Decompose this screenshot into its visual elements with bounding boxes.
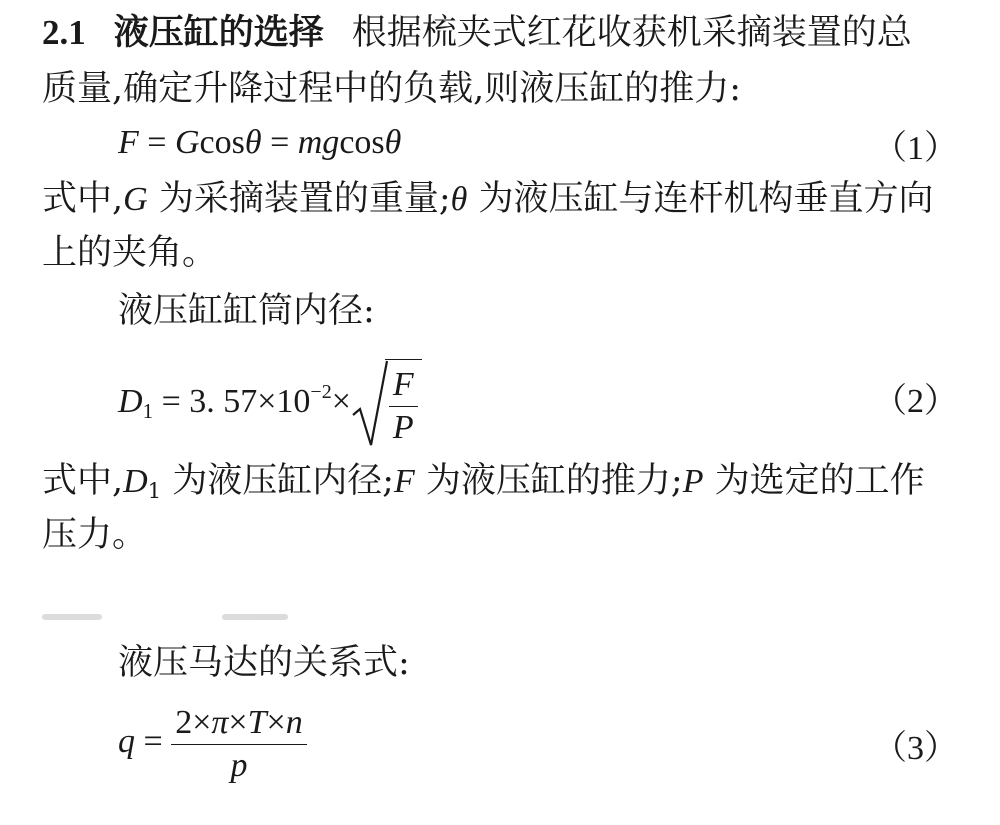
- equation-number-1: （1）: [873, 130, 958, 167]
- equation-number-2: （2）: [873, 383, 958, 420]
- equation-2-note: 式中$,D_1$ 为液压缸内径;F 为液压缸的推力;P 为选定的工作: [42, 461, 925, 503]
- equation-2-note-line2: 压力。: [42, 515, 148, 555]
- eq1-G: G: [174, 124, 200, 161]
- motor-label: 液压马达的关系式:: [118, 643, 410, 683]
- sqrt-radical: [351, 359, 422, 449]
- equation-1-note-line2: 上的夹角。: [42, 233, 218, 273]
- equation-1: F = Gcosθ = mgcosθ: [118, 124, 402, 161]
- eq3-fraction: $\frac{2\times\pi\times T\times n}{p}$: [171, 702, 307, 787]
- sqrt-fraction: $\frac{F}{P}$: [389, 364, 418, 449]
- section-heading-line: [42, 10, 967, 56]
- bore-label: 液压缸缸筒内径:: [118, 291, 375, 331]
- eq1-F: F: [118, 124, 139, 161]
- section-title: 液压缸的选择: [113, 12, 324, 53]
- scan-artifact: [42, 614, 962, 624]
- equation-number-3: （3）: [873, 730, 958, 767]
- eq1-mg: mg: [297, 124, 340, 161]
- paragraph-line: 质量,确定升降过程中的负载,则液压缸的推力:: [42, 69, 742, 109]
- sqrt-sign: [351, 359, 389, 449]
- section-number: 2.1: [42, 13, 86, 52]
- equation-2: $D_1 = 3$. $57\times 10^{-2}\times$ $\frac{F}{P}$: [118, 348, 1000, 440]
- equation-3: q = $\frac{2\times\pi\times T\times n}{p}$: [118, 698, 1000, 790]
- paragraph-text: 根据梳夹式红花收获机采摘装置的总: [351, 13, 912, 53]
- equation-1-note: 式中,G 为采摘装置的重量;θ 为液压缸与连杆机构垂直方向: [42, 179, 934, 219]
